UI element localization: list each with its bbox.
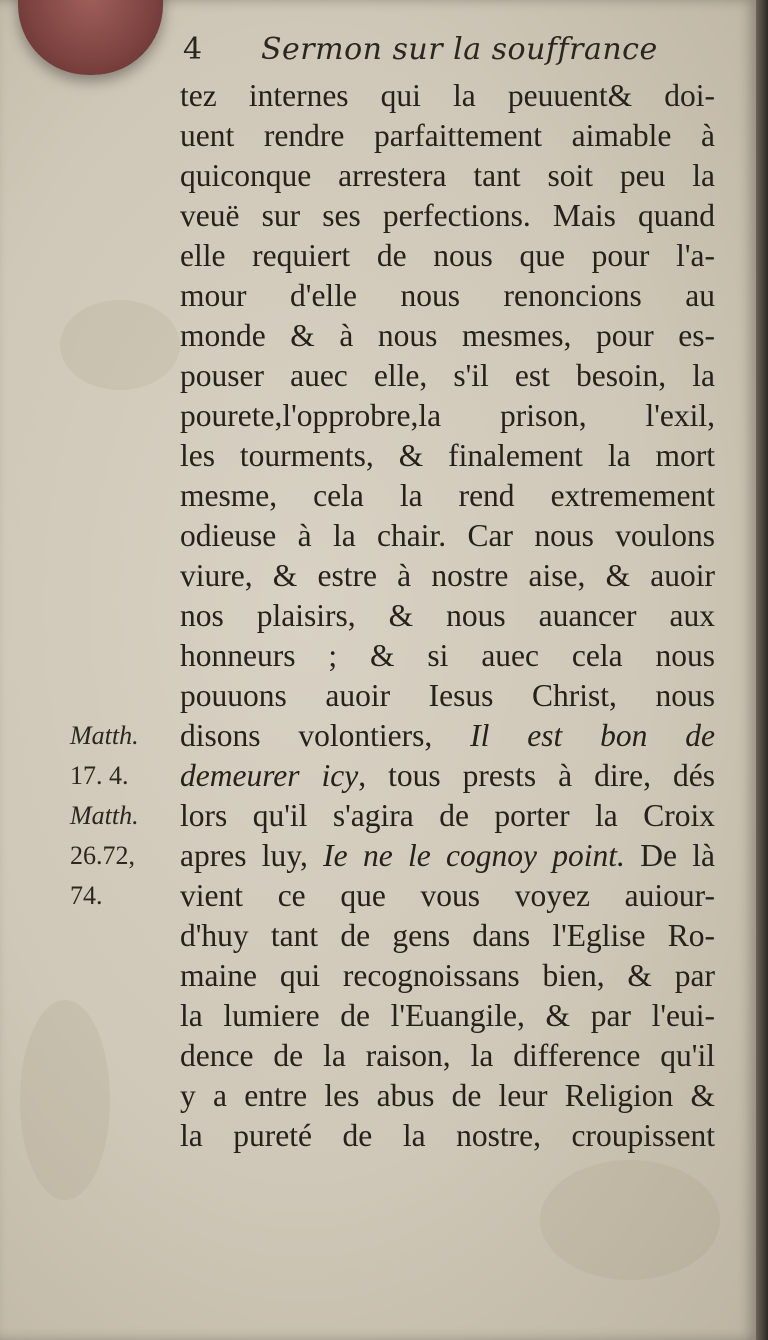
text-line: maine qui recognoissans bien, & par	[180, 958, 715, 993]
text-italic-quote: demeurer icy	[180, 758, 359, 793]
text-line: vient ce que vous voyez auiour-	[180, 878, 715, 913]
margin-note: Matth.	[70, 801, 139, 830]
text-line: pouser auec elle, s'il est besoin, la	[180, 358, 715, 393]
text-line: dence de la raison, la difference qu'il	[180, 1038, 715, 1073]
text-roman: , tous prests à dire, dés	[358, 758, 715, 793]
text-line-mixed	[180, 756, 715, 796]
margin-note: Matth.	[70, 721, 139, 750]
text-line: veuë sur ses perfections. Mais quand	[180, 198, 715, 233]
text-line: lors qu'il s'agira de porter la Croix	[180, 798, 715, 833]
text-line: odieuse à la chair. Car nous voulons	[180, 518, 715, 553]
margin-notes	[70, 716, 174, 916]
text-line: y a entre les abus de leur Religion &	[180, 1078, 715, 1113]
text-line: mesme, cela la rend extremement	[180, 478, 715, 513]
text-line: elle requiert de nous que pour l'a-	[180, 238, 715, 273]
text-line: uent rendre parfaittement aimable à	[180, 118, 715, 153]
text-italic-quote: Ie ne le cognoy point.	[323, 838, 625, 873]
text-line: les tourments, & finalement la mort	[180, 438, 715, 473]
text-roman: De là	[640, 838, 716, 873]
text-line: nos plaisirs, & nous auancer aux	[180, 598, 715, 633]
text-line: d'huy tant de gens dans l'Eglise Ro-	[180, 918, 715, 953]
text-roman: disons volontiers,	[180, 718, 433, 753]
text-line: honneurs ; & si auec cela nous	[180, 638, 715, 673]
book-spine-edge	[756, 0, 768, 1340]
text-line: la lumiere de l'Euangile, & par l'eui-	[180, 998, 715, 1033]
text-line: viure, & estre à nostre aise, & auoir	[180, 558, 715, 593]
body-text	[180, 76, 715, 1156]
paper-stain	[540, 1160, 720, 1280]
page-header	[183, 28, 713, 72]
running-title: Sermon sur la souffrance	[261, 32, 658, 67]
margin-note: 74.	[70, 881, 103, 910]
text-line-mixed	[180, 716, 715, 756]
margin-note: 26.72,	[70, 841, 135, 870]
paper-stain	[20, 1000, 110, 1200]
text-line: pourete,l'opprobre,la prison, l'exil,	[180, 398, 715, 433]
text-line-mixed	[180, 836, 715, 876]
margin-note: 17. 4.	[70, 761, 129, 790]
text-line: pouuons auoir Iesus Christ, nous	[180, 678, 715, 713]
text-line: quiconque arrestera tant soit peu la	[180, 158, 715, 193]
paper-stain	[60, 300, 180, 390]
text-line: monde & à nous mesmes, pour es-	[180, 318, 715, 353]
page-number: 4	[183, 32, 203, 67]
text-roman: apres luy,	[180, 838, 308, 873]
text-italic-quote: Il est bon de	[470, 718, 716, 753]
text-line: mour d'elle nous renoncions au	[180, 278, 715, 313]
text-line: la pureté de la nostre, croupissent	[180, 1118, 715, 1153]
text-line: tez internes qui la peuuent& doi-	[180, 78, 715, 113]
